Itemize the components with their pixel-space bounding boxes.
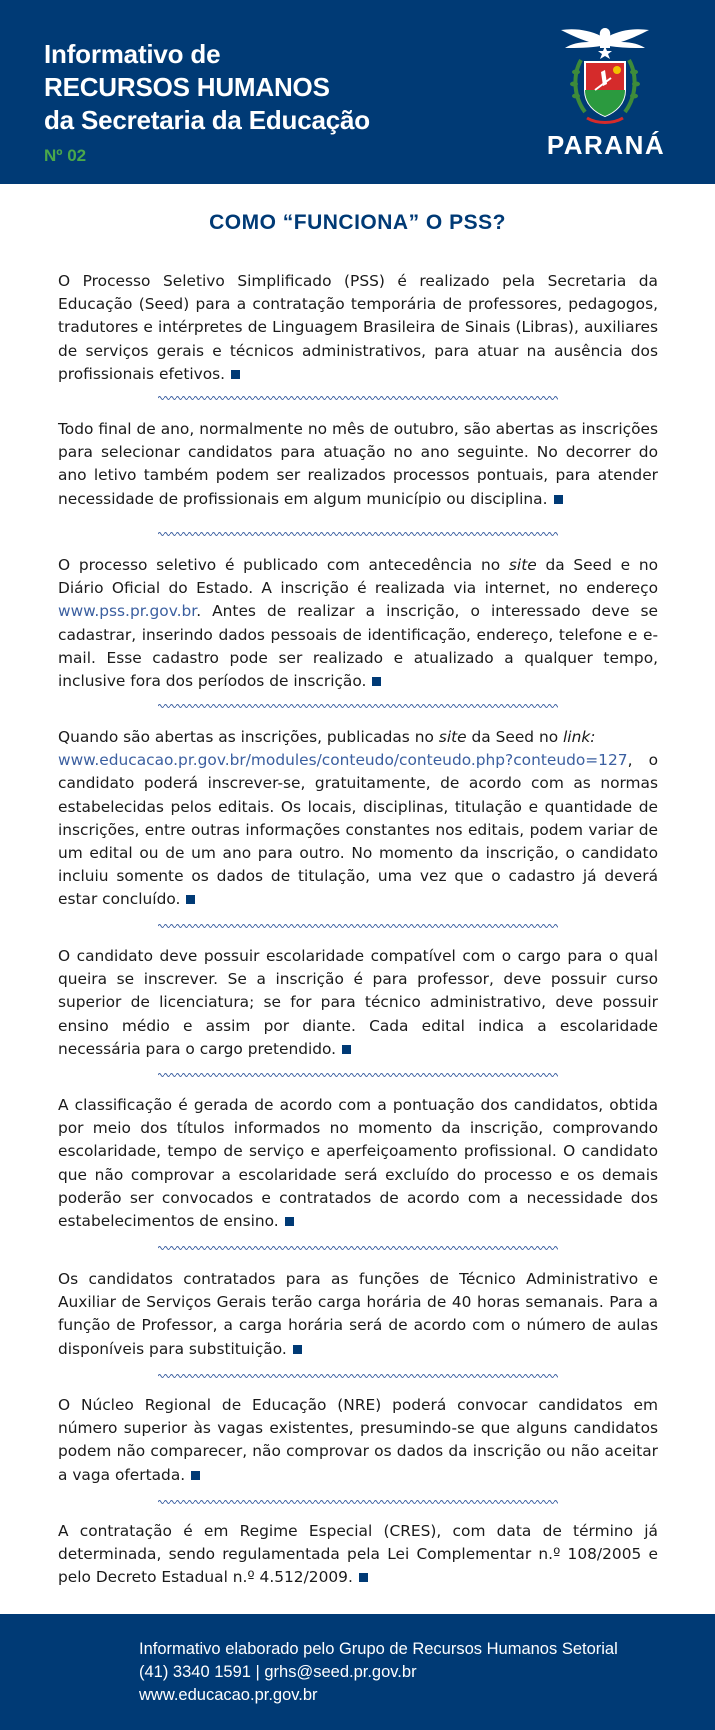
state-name: PARANÁ bbox=[546, 130, 666, 160]
paragraph-2: Todo final de ano, normalmente no mês de outubro, são abertas as inscrições para selecionar candidatos para atuação no ano seguinte. No decorrer do ano letivo também podem ser realizados processos pontuais, para atender necessidade de profissionais em algum município ou disciplina. bbox=[58, 420, 658, 508]
paragraph-9: A contratação é em Regime Especial (CRES), com data de término já determinada, sendo regulamentada pela Lei Complementar n.º 108/2005 e pelo Decreto Estadual n.º 4.512/2009. bbox=[58, 1522, 658, 1587]
pss-link[interactable]: www.pss.pr.gov.br bbox=[58, 602, 197, 621]
footer bbox=[0, 1614, 715, 1730]
footer-contact: (41) 3340 1591 | grhs@seed.pr.gov.br bbox=[139, 1663, 417, 1681]
end-square-icon bbox=[186, 895, 195, 904]
footer-credit: Informativo elaborado pelo Grupo de Recursos Humanos Setorial bbox=[139, 1640, 618, 1658]
end-square-icon bbox=[293, 1345, 302, 1354]
wave-divider bbox=[158, 1071, 558, 1079]
paragraph-4: Quando são abertas as inscrições, publicadas no site da Seed no link: www.educacao.pr.gov.br/modules/conteudo/conteudo.php?conteudo=127, o candidato poderá inscrever-se, gratuitamente, de acordo com as normas estabelecidas pelos editais. Os locais, disciplinas, titulação e quantidade de inscrições, entre outras informações constantes nos editais, podem variar de um edital ou de um ano para outro. No momento da inscrição, o candidato incluiu somente os dados de titulação, uma vez que o cadastro já deverá estar concluído. bbox=[58, 728, 658, 909]
wave-divider bbox=[158, 1372, 558, 1380]
title-line-2: RECURSOS HUMANOS bbox=[44, 72, 330, 102]
wave-divider bbox=[158, 530, 558, 538]
end-square-icon bbox=[372, 677, 381, 686]
title-line-1: Informativo de bbox=[44, 39, 221, 69]
paragraph-5: O candidato deve possuir escolaridade compatível com o cargo para o qual queira se inscrever. Se a inscrição é para professor, deve possuir curso superior de licenciatura; se for para técnico administrativo, deve possuir ensino médio e assim por diante. Cada edital indica a escolaridade necessária para o cargo pretendido. bbox=[58, 947, 658, 1058]
issue-number: Nº 02 bbox=[44, 146, 87, 165]
wave-divider bbox=[158, 702, 558, 710]
paragraph-3: O processo seletivo é publicado com antecedência no site da Seed e no Diário Oficial do Estado. A inscrição é realizada via internet, no endereço www.pss.pr.gov.br. Antes de realizar a inscrição, o interessado deve se cadastrar, inserindo dados pessoais de identificação, endereço, telefone e e-mail. Esse cadastro pode ser realizado e atualizado a qualquer tempo, inclusive fora dos períodos de inscrição. bbox=[58, 556, 659, 691]
paragraph-8: O Núcleo Regional de Educação (NRE) poderá convocar candidatos em número superior às vagas existentes, presumindo-se que alguns candidatos podem não comparecer, não comprovar os dados da inscrição ou não aceitar a vaga ofertada. bbox=[58, 1396, 658, 1484]
educacao-link[interactable]: www.educacao.pr.gov.br/modules/conteudo/conteudo.php?conteudo=127 bbox=[58, 751, 628, 770]
paragraph-7: Os candidatos contratados para as funções de Técnico Administrativo e Auxiliar de Serviços Gerais terão carga horária de 40 horas semanais. Para a função de Professor, a carga horária será de acordo com o número de aulas disponíveis para substituição. bbox=[58, 1270, 658, 1358]
end-square-icon bbox=[342, 1045, 351, 1054]
end-square-icon bbox=[359, 1573, 368, 1582]
wave-divider bbox=[158, 394, 558, 402]
wave-divider bbox=[158, 1244, 558, 1252]
end-square-icon bbox=[191, 1471, 200, 1480]
end-square-icon bbox=[231, 370, 240, 379]
page-title: COMO “FUNCIONA” O PSS? bbox=[209, 211, 506, 234]
newsletter-title bbox=[44, 38, 370, 137]
parana-coat-of-arms-icon bbox=[555, 24, 655, 134]
footer-website: www.educacao.pr.gov.br bbox=[139, 1686, 318, 1704]
paragraph-1: O Processo Seletivo Simplificado (PSS) é realizado pela Secretaria da Educação (Seed) para a contratação temporária de professores, pedagogos, tradutores e intérpretes de Linguagem Brasileira de Sinais (Libras), auxiliares de serviços gerais e técnicos administrativos, para atuar na ausência dos profissionais efetivos. bbox=[58, 272, 658, 383]
header-banner bbox=[0, 0, 715, 184]
wave-divider bbox=[158, 1498, 558, 1506]
end-square-icon bbox=[554, 495, 563, 504]
title-line-3: da Secretaria da Educação bbox=[44, 105, 370, 135]
end-square-icon bbox=[285, 1217, 294, 1226]
paragraph-6: A classificação é gerada de acordo com a pontuação dos candidatos, obtida por meio dos títulos informados no momento da inscrição, comprovando escolaridade, tempo de serviço e aperfeiçoamento profissional. O candidato que não comprovar a escolaridade será excluído do processo e os demais poderão ser convocados e contratados de acordo com a necessidade dos estabelecimentos de ensino. bbox=[58, 1096, 658, 1231]
wave-divider bbox=[158, 922, 558, 930]
